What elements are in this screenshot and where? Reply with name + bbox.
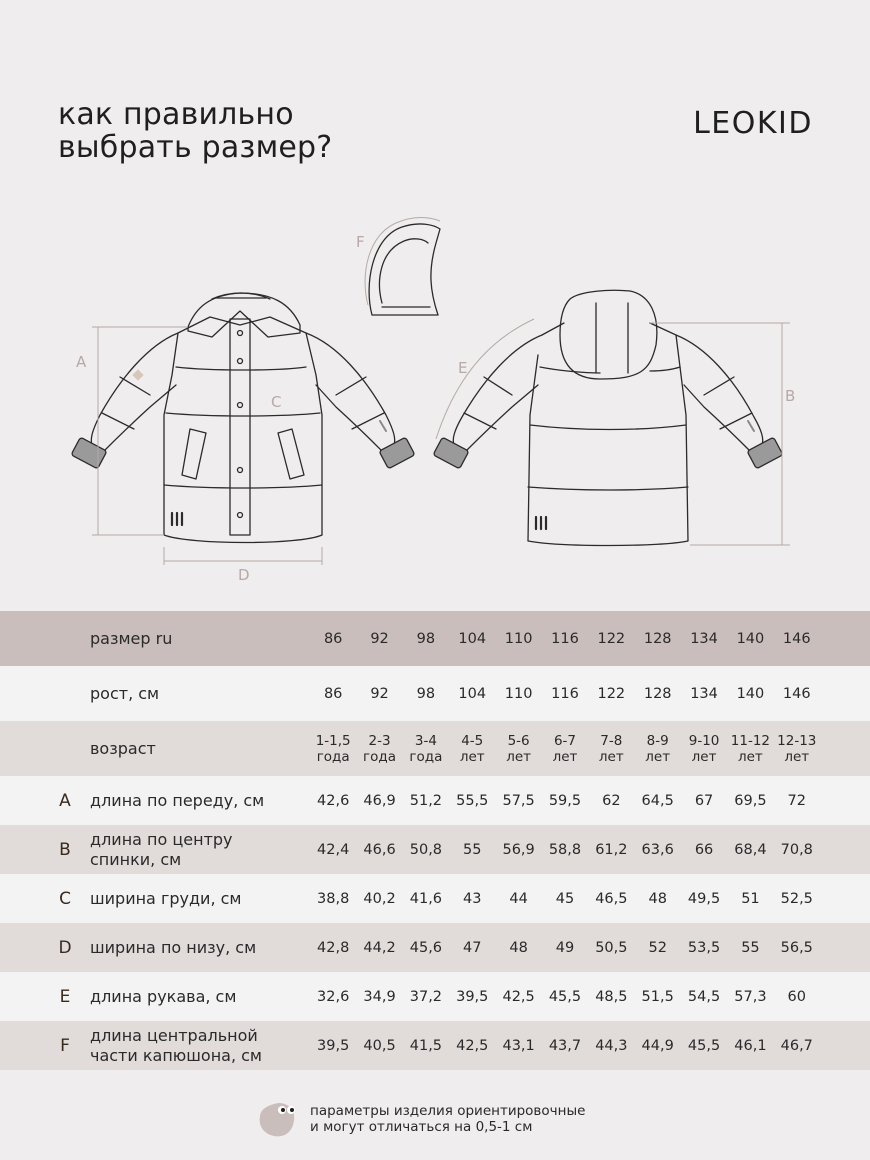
table-cell: 52 xyxy=(648,939,667,956)
table-cell: 5-6 лет xyxy=(506,732,532,765)
row-label: длина по центру спинки, см xyxy=(90,829,233,869)
table-cell: 46,1 xyxy=(734,1037,767,1054)
table-cell: 44 xyxy=(509,890,528,907)
table-row-d xyxy=(0,923,870,972)
row-cells xyxy=(310,923,820,972)
table-cell: 67 xyxy=(694,792,714,809)
table-cell: 43,7 xyxy=(548,1037,582,1054)
table-cell: 56,5 xyxy=(780,939,813,956)
table-cell: 45 xyxy=(555,890,575,907)
table-cell: 92 xyxy=(370,630,389,647)
label-e: E xyxy=(458,359,468,377)
table-cell: 51,5 xyxy=(641,988,674,1005)
row-label: возраст xyxy=(90,738,156,758)
table-cell: 69,5 xyxy=(734,792,767,809)
blob-character-icon xyxy=(258,1100,302,1140)
table-cell: 128 xyxy=(643,630,672,647)
table-cell: 39,5 xyxy=(317,1037,350,1054)
table-cell: 50,8 xyxy=(409,841,443,858)
row-label: размер ru xyxy=(90,628,173,648)
table-cell: 41,5 xyxy=(409,1037,443,1054)
table-cell: 34,9 xyxy=(363,988,396,1005)
table-cell: 55 xyxy=(463,841,482,858)
title-line-1: как правильно xyxy=(58,97,294,132)
front-jacket-outline xyxy=(71,293,415,543)
measurement-letter: F xyxy=(60,1035,70,1056)
table-cell: 54,5 xyxy=(687,988,721,1005)
table-cell: 42,5 xyxy=(456,1037,489,1054)
row-cells xyxy=(310,825,820,874)
jacket-measurement-diagram xyxy=(0,195,870,595)
measurement-letter: C xyxy=(59,888,71,909)
table-cell: 70,8 xyxy=(780,841,813,858)
table-cell: 3-4 года xyxy=(409,732,443,765)
table-cell: 46,7 xyxy=(780,1037,813,1054)
table-cell: 4-5 лет xyxy=(459,732,485,765)
table-cell: 11-12 лет xyxy=(730,732,771,765)
table-cell: 58,8 xyxy=(548,841,582,858)
table-cell: 50,5 xyxy=(595,939,628,956)
row-label: ширина груди, см xyxy=(90,888,242,908)
row-cells xyxy=(310,972,820,1021)
table-cell: 41,6 xyxy=(409,890,443,907)
table-cell: 53,5 xyxy=(687,939,721,956)
table-row-e xyxy=(0,972,870,1021)
row-label: длина рукава, см xyxy=(90,986,237,1006)
table-cell: 9-10 лет xyxy=(688,732,720,765)
label-b: B xyxy=(785,387,796,405)
table-row-height xyxy=(0,666,870,721)
table-cell: 52,5 xyxy=(780,890,813,907)
row-cells xyxy=(310,874,820,923)
table-cell: 44,2 xyxy=(363,939,396,956)
table-cell: 39,5 xyxy=(456,988,489,1005)
table-cell: 59,5 xyxy=(548,792,582,809)
table-cell: 116 xyxy=(551,630,579,647)
table-cell: 55 xyxy=(741,939,760,956)
row-label: длина по переду, см xyxy=(90,790,265,810)
hood-outline xyxy=(369,224,440,315)
table-cell: 62 xyxy=(602,792,621,809)
footer-text: параметры изделия ориентировочные и могут отличаться на 0,5-1 см xyxy=(310,1103,586,1135)
row-cells xyxy=(310,611,820,666)
table-cell: 110 xyxy=(504,685,533,702)
table-cell: 8-9 лет xyxy=(645,732,671,765)
table-cell: 42,8 xyxy=(317,939,350,956)
table-cell: 49,5 xyxy=(687,890,721,907)
table-cell: 40,2 xyxy=(363,890,396,907)
table-cell: 134 xyxy=(690,685,718,702)
table-cell: 57,5 xyxy=(502,792,535,809)
table-cell: 57,3 xyxy=(734,988,767,1005)
table-cell: 6-7 лет xyxy=(552,732,578,765)
table-cell: 64,5 xyxy=(641,792,674,809)
table-cell: 128 xyxy=(643,685,672,702)
table-cell: 110 xyxy=(504,630,533,647)
brand-logo: LEOKID xyxy=(693,106,813,141)
row-label: ширина по низу, см xyxy=(90,937,257,957)
table-cell: 46,5 xyxy=(595,890,628,907)
table-cell: 45,5 xyxy=(548,988,582,1005)
table-cell: 42,5 xyxy=(502,988,535,1005)
table-cell: 60 xyxy=(787,988,806,1005)
title-line-2: выбрать размер? xyxy=(58,130,333,165)
table-cell: 134 xyxy=(690,630,718,647)
table-cell: 68,4 xyxy=(734,841,767,858)
label-f: F xyxy=(356,233,365,251)
label-c: C xyxy=(271,393,282,411)
row-cells xyxy=(310,666,820,721)
size-table xyxy=(0,611,870,1070)
table-cell: 61,2 xyxy=(595,841,628,858)
table-cell: 42,6 xyxy=(317,792,350,809)
table-cell: 51 xyxy=(741,890,760,907)
table-cell: 48 xyxy=(648,890,667,907)
table-cell: 12-13 лет xyxy=(777,732,817,765)
table-cell: 7-8 лет xyxy=(598,732,624,765)
table-cell: 40,5 xyxy=(363,1037,396,1054)
table-cell: 104 xyxy=(458,630,487,647)
table-row-f xyxy=(0,1021,870,1070)
table-cell: 56,9 xyxy=(502,841,535,858)
row-label: рост, см xyxy=(90,683,160,703)
table-row-size xyxy=(0,611,870,666)
table-row-b xyxy=(0,825,870,874)
label-a: A xyxy=(76,353,87,371)
table-cell: 122 xyxy=(597,630,626,647)
page-title xyxy=(58,98,332,164)
label-d: D xyxy=(238,566,250,584)
measurement-letter: D xyxy=(58,937,72,958)
table-cell: 47 xyxy=(463,939,482,956)
table-cell: 38,8 xyxy=(317,890,350,907)
table-cell: 32,6 xyxy=(317,988,350,1005)
measurement-letter: A xyxy=(59,790,71,811)
table-cell: 104 xyxy=(458,685,487,702)
table-cell: 116 xyxy=(551,685,579,702)
table-cell: 48,5 xyxy=(595,988,628,1005)
row-cells xyxy=(310,1021,820,1070)
table-cell: 43 xyxy=(463,890,482,907)
table-row-a xyxy=(0,776,870,825)
table-cell: 44,9 xyxy=(641,1037,674,1054)
row-cells xyxy=(310,776,820,825)
table-cell: 46,6 xyxy=(363,841,396,858)
table-cell: 86 xyxy=(323,630,343,647)
table-cell: 46,9 xyxy=(363,792,396,809)
table-cell: 146 xyxy=(782,630,811,647)
table-row-age xyxy=(0,721,870,776)
table-cell: 92 xyxy=(370,685,389,702)
table-cell: 1-1,5 года xyxy=(315,732,351,765)
table-row-c xyxy=(0,874,870,923)
table-cell: 43,1 xyxy=(502,1037,535,1054)
table-cell: 146 xyxy=(782,685,811,702)
table-cell: 45,6 xyxy=(409,939,443,956)
table-cell: 98 xyxy=(416,630,436,647)
table-cell: 51,2 xyxy=(409,792,443,809)
measurement-guides xyxy=(92,218,790,566)
measurement-letter: E xyxy=(59,986,71,1007)
table-cell: 72 xyxy=(787,792,806,809)
table-cell: 49 xyxy=(555,939,575,956)
table-cell: 37,2 xyxy=(409,988,443,1005)
table-cell: 48 xyxy=(509,939,528,956)
table-cell: 140 xyxy=(736,685,765,702)
table-cell: 140 xyxy=(736,630,765,647)
table-cell: 55,5 xyxy=(456,792,489,809)
row-label: длина центральной части капюшона, см xyxy=(90,1025,262,1065)
table-cell: 122 xyxy=(597,685,626,702)
table-cell: 66 xyxy=(694,841,714,858)
table-cell: 45,5 xyxy=(687,1037,721,1054)
table-cell: 63,6 xyxy=(641,841,674,858)
measurement-letter: B xyxy=(59,839,71,860)
back-jacket-outline xyxy=(433,290,783,545)
table-cell: 2-3 года xyxy=(363,732,397,765)
table-cell: 44,3 xyxy=(595,1037,628,1054)
table-cell: 42,4 xyxy=(317,841,350,858)
table-cell: 86 xyxy=(323,685,343,702)
table-cell: 98 xyxy=(416,685,436,702)
row-cells xyxy=(310,721,820,776)
